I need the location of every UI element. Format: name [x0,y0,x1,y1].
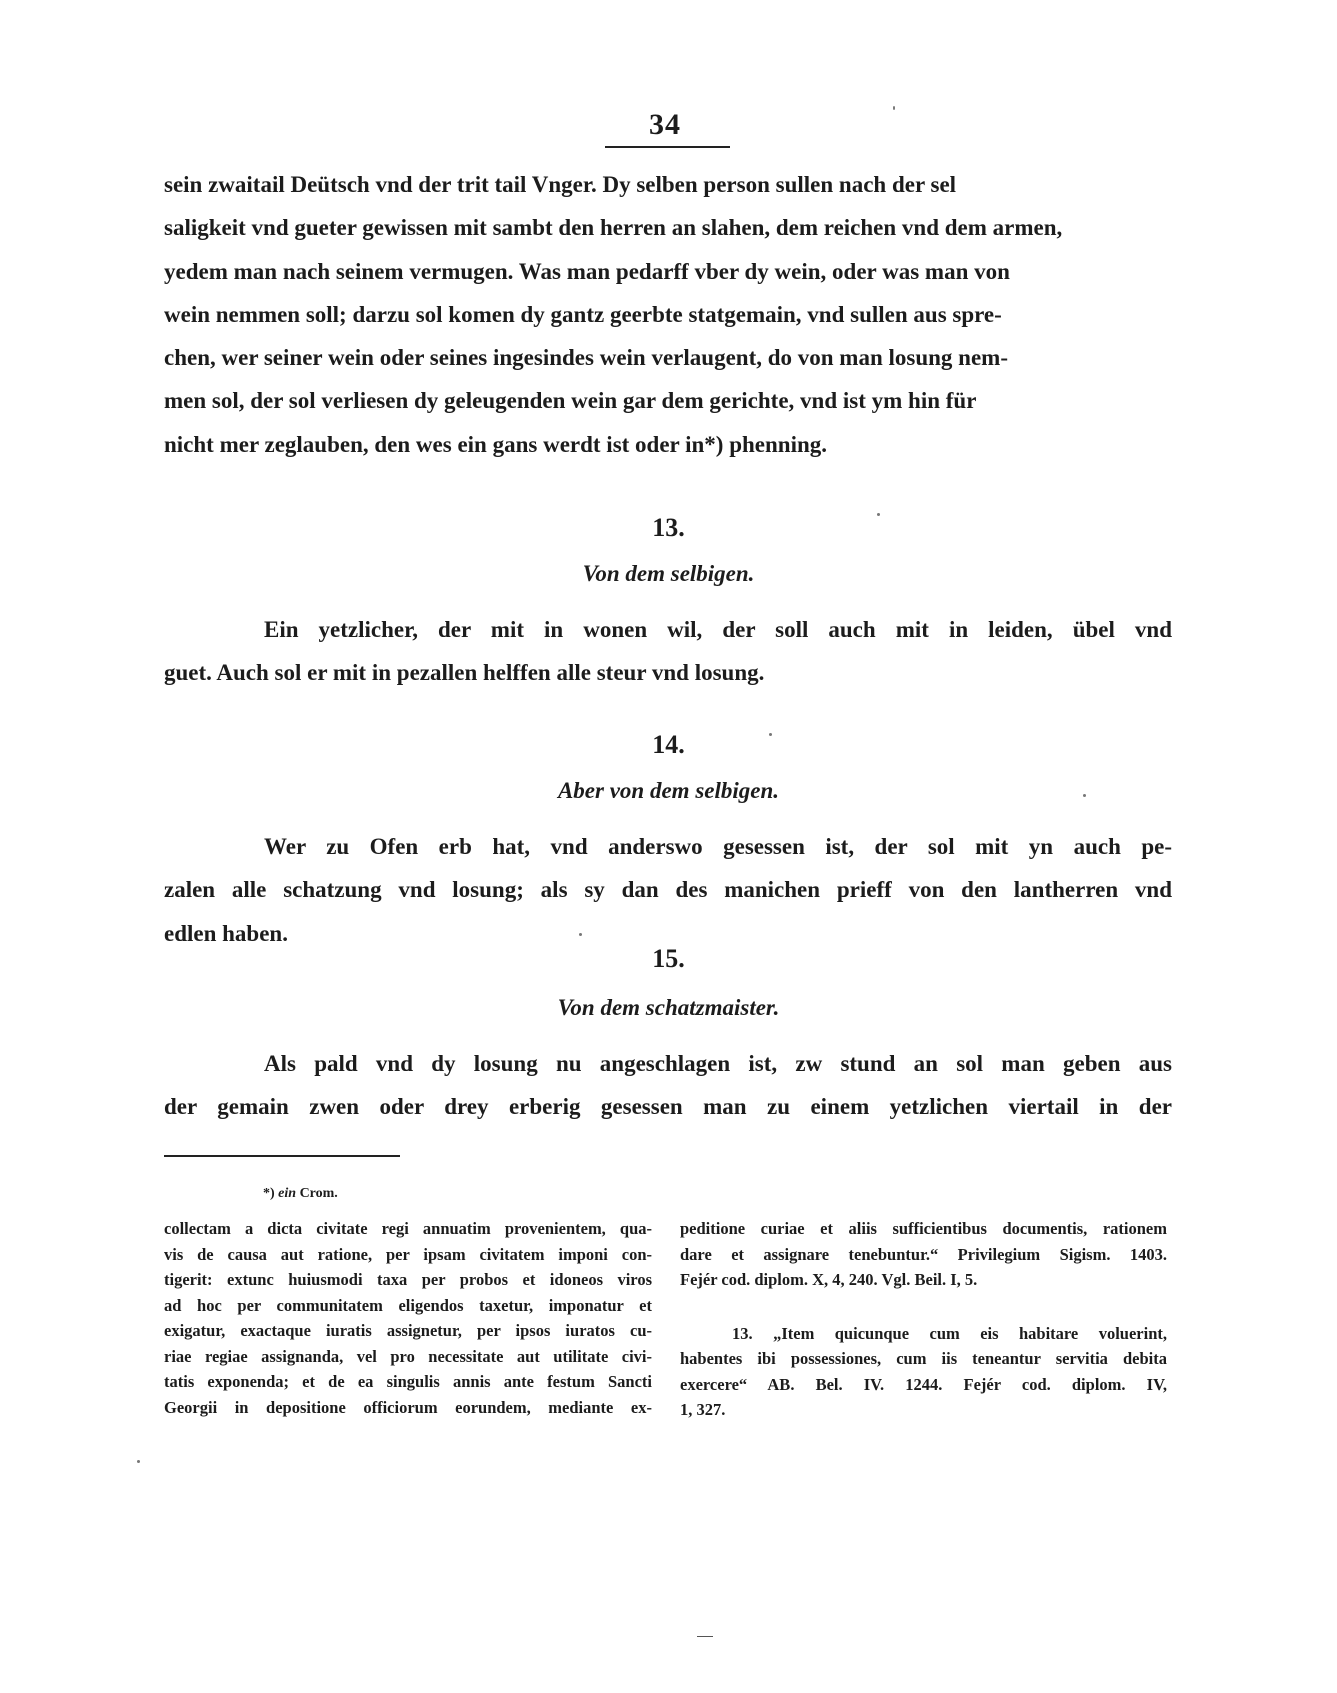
footnote-line: tatis exponenda; et de ea singulis annis ante festum Sancti [164,1372,652,1391]
footnote-line: exercere“ AB. Bel. IV. 1244. Fejér cod. diplom. IV, [680,1374,1167,1394]
footnotes-left-column [164,1216,652,1420]
scan-speck [769,733,772,736]
scan-speck [1083,794,1086,797]
text-line: sein zwaitail Deütsch vnd der trit tail Vnger. Dy selben person sullen nach der sel [164,172,957,197]
footnote-line: habentes ibi possessiones, cum iis teneantur servitia debita [680,1349,1167,1368]
footnote-line: Fejér cod. diplom. X, 4, 240. Vgl. Beil. I, 5. [680,1270,978,1289]
footnote-block-privilegium [680,1216,1167,1293]
section-13-title: Von dem selbigen. [582,561,755,586]
text-line: edlen haben. [164,920,288,946]
section-13-number: 13. [652,513,685,542]
section-14-body [164,825,1172,955]
footnote-line: collectam a dicta civitate regi annuatim provenientem, qua- [164,1219,652,1238]
section-14-number: 14. [652,730,685,759]
scan-speck [137,1460,140,1463]
text-line: zalen alle schatzung vnd losung; als sy dan des manichen prieff von den lantherren vnd [164,877,1172,903]
footnote-line: dare et assignare tenebuntur.“ Privilegium Sigism. 1403. [680,1244,1167,1264]
footnote-line: Georgii in depositione officiorum eorundem, mediante ex- [164,1397,652,1417]
footnote-line: ad hoc per communitatem eligendos taxetur, imponatur et [164,1295,652,1315]
footnote-line: 13. „Item quicunque cum eis habitare voluerint, [732,1323,1167,1343]
footnote-line: tigerit: extunc huiusmodi taxa per probos et idoneos viros [164,1270,652,1289]
footnote-line: exigatur, exactaque iuratis assignetur, per ipsos iuratos cu- [164,1321,652,1340]
footnotes-right-column [680,1216,1167,1423]
section-15-title: Von dem schatzmaister. [557,995,780,1020]
section-15-body [164,1042,1172,1129]
footnote-rest: Crom. [299,1186,338,1201]
footnote-block-13 [680,1321,1167,1423]
footnote-line: 1, 327. [680,1400,726,1419]
text-line: guet. Auch sol er mit in pezallen helffen alle steur vnd losung. [164,660,765,686]
scan-speck [579,933,582,936]
scan-speck [893,106,895,110]
bottom-dash [697,1636,713,1637]
text-line: nicht mer zeglauben, den wes ein gans werdt ist oder in*) phenning. [164,431,828,457]
footnote-line: riae regiae assignanda, vel pro necessitate aut utilitate civi- [164,1346,652,1366]
text-line: men sol, der sol verliesen dy geleugenden wein gar dem gerichte, vnd ist ym hin für [164,388,977,414]
text-line: Wer zu Ofen erb hat, vnd anderswo gesessen ist, der sol mit yn auch pe- [264,834,1172,859]
text-line: yedem man nach seinem vermugen. Was man pedarff vber dy wein, oder was man von [164,258,1010,284]
text-line: Ein yetzlicher, der mit in wonen wil, der soll auch mit in leiden, übel vnd [264,617,1172,642]
section-13-body [164,608,1172,695]
text-line: saligkeit vnd gueter gewissen mit sambt den herren an slahen, dem reichen vnd dem armen, [164,215,1063,241]
footnote-italic: ein [278,1186,297,1201]
footnote-line: peditione curiae et aliis sufficientibus documentis, rationem [680,1219,1167,1238]
text-line: der gemain zwen oder drey erberig gesessen man zu einem yetzlichen viertail in der [164,1094,1172,1120]
footnote-line: vis de causa aut ratione, per ipsam civitatem imponi con- [164,1244,652,1264]
scan-speck [877,513,880,516]
section-14-title: Aber von dem selbigen. [557,778,780,803]
section-15-number: 15. [652,944,685,973]
footnote-mark [263,1186,338,1202]
page-number: 34 [649,108,681,141]
intro-paragraph [164,163,1172,466]
footnote-star: *) [263,1186,275,1201]
footnote-rule [164,1155,400,1157]
page-number-rule [605,146,730,148]
text-line: chen, wer seiner wein oder seines ingesindes wein verlaugent, do von man losung nem- [164,345,1009,371]
text-line: wein nemmen soll; darzu sol komen dy gantz geerbte statgemain, vnd sullen aus spre- [164,301,1002,327]
text-line: Als pald vnd dy losung nu angeschlagen ist, zw stund an sol man geben aus [264,1051,1172,1076]
